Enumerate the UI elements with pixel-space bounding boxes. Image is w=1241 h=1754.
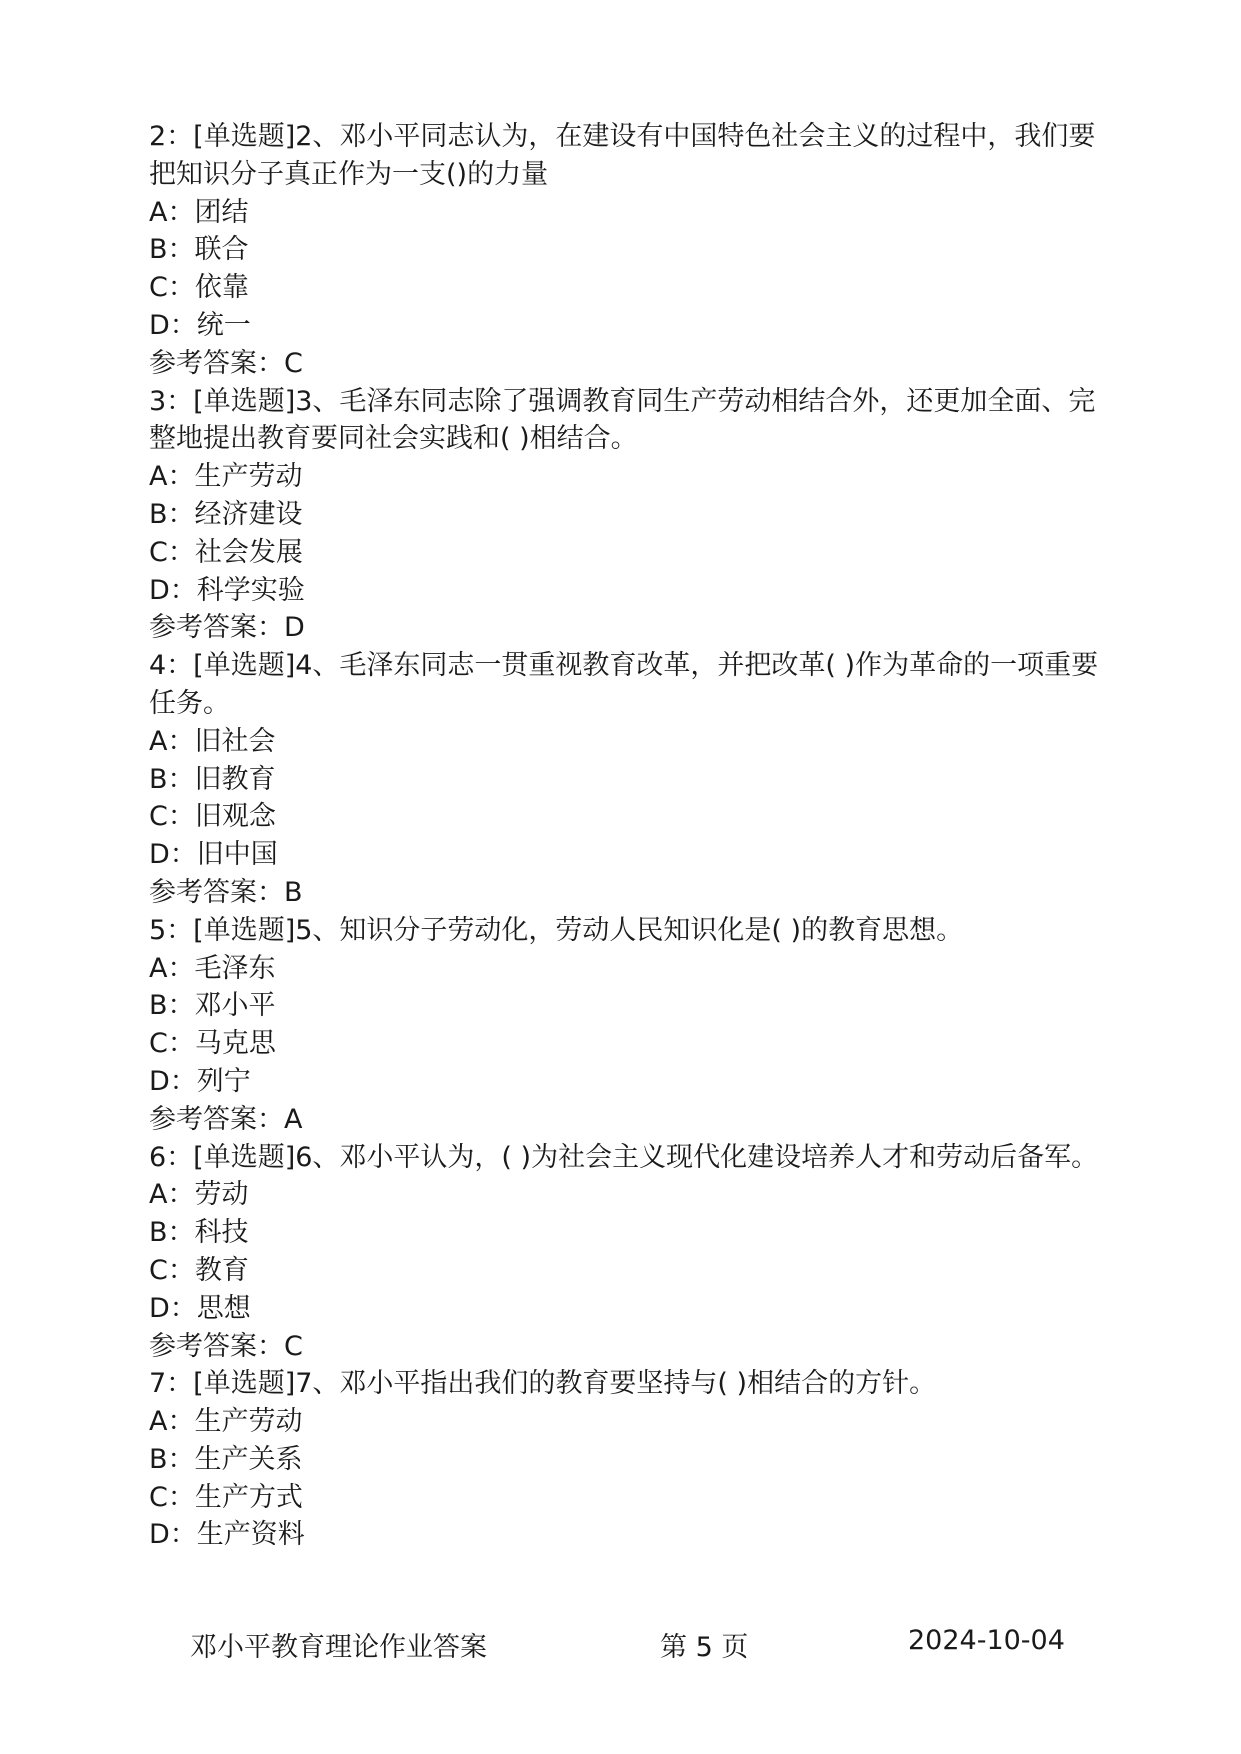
option-b: B：科技 bbox=[149, 1217, 249, 1249]
reference-answer: 参考答案：C bbox=[149, 347, 303, 379]
option-a: A：生产劳动 bbox=[149, 1406, 303, 1438]
option-a: A：毛泽东 bbox=[149, 952, 276, 984]
option-a: A：劳动 bbox=[149, 1179, 249, 1211]
option-c: C：马克思 bbox=[149, 1028, 276, 1060]
option-d: D：生产资料 bbox=[149, 1519, 305, 1551]
option-b: B：联合 bbox=[149, 234, 249, 266]
question-5 bbox=[149, 912, 1099, 1139]
footer-page-number: 第 5 页 bbox=[660, 1632, 749, 1663]
footer-date: 2024-10-04 bbox=[908, 1625, 1065, 1656]
question-stem: 3：[单选题]3、毛泽东同志除了强调教育同生产劳动相结合外，还更加全面、完整地提出教育要同社会实践和( )相结合。 bbox=[149, 385, 1096, 455]
question-stem: 4：[单选题]4、毛泽东同志一贯重视教育改革，并把改革( )作为革命的一项重要任务。 bbox=[149, 650, 1099, 719]
reference-answer: 参考答案：B bbox=[149, 876, 303, 908]
option-c: C：旧观念 bbox=[149, 801, 276, 833]
question-stem: 5：[单选题]5、知识分子劳动化，劳动人民知识化是( )的教育思想。 bbox=[149, 914, 964, 946]
footer-title: 邓小平教育理论作业答案 bbox=[190, 1632, 487, 1663]
option-d: D：思想 bbox=[149, 1292, 251, 1324]
option-c: C：社会发展 bbox=[149, 536, 303, 568]
reference-answer: 参考答案：A bbox=[149, 1103, 303, 1135]
question-stem: 6：[单选题]6、邓小平认为，( )为社会主义现代化建设培养人才和劳动后备军。 bbox=[149, 1141, 1099, 1173]
option-d: D：旧中国 bbox=[149, 839, 278, 871]
option-a: A：旧社会 bbox=[149, 725, 276, 757]
option-d: D：列宁 bbox=[149, 1065, 251, 1097]
document-body bbox=[149, 118, 1099, 1554]
page-footer bbox=[0, 1625, 1241, 1665]
question-stem: 7：[单选题]7、邓小平指出我们的教育要坚持与( )相结合的方针。 bbox=[149, 1368, 937, 1400]
question-3 bbox=[149, 383, 1099, 648]
option-c: C：教育 bbox=[149, 1254, 249, 1286]
option-c: C：生产方式 bbox=[149, 1481, 303, 1513]
question-4 bbox=[149, 647, 1099, 912]
question-2 bbox=[149, 118, 1099, 383]
question-6 bbox=[149, 1139, 1099, 1366]
question-7 bbox=[149, 1365, 1099, 1554]
option-b: B：邓小平 bbox=[149, 990, 276, 1022]
option-b: B：生产关系 bbox=[149, 1443, 303, 1475]
question-stem: 2：[单选题]2、邓小平同志认为，在建设有中国特色社会主义的过程中，我们要把知识分子真正作为一支()的力量 bbox=[149, 121, 1096, 190]
option-d: D：科学实验 bbox=[149, 574, 305, 606]
option-d: D：统一 bbox=[149, 309, 251, 341]
option-a: A：生产劳动 bbox=[149, 461, 303, 493]
option-c: C：依靠 bbox=[149, 272, 249, 304]
reference-answer: 参考答案：C bbox=[149, 1330, 303, 1362]
option-b: B：经济建设 bbox=[149, 498, 303, 530]
reference-answer: 参考答案：D bbox=[149, 612, 305, 644]
option-b: B：旧教育 bbox=[149, 763, 276, 795]
option-a: A：团结 bbox=[149, 196, 249, 228]
